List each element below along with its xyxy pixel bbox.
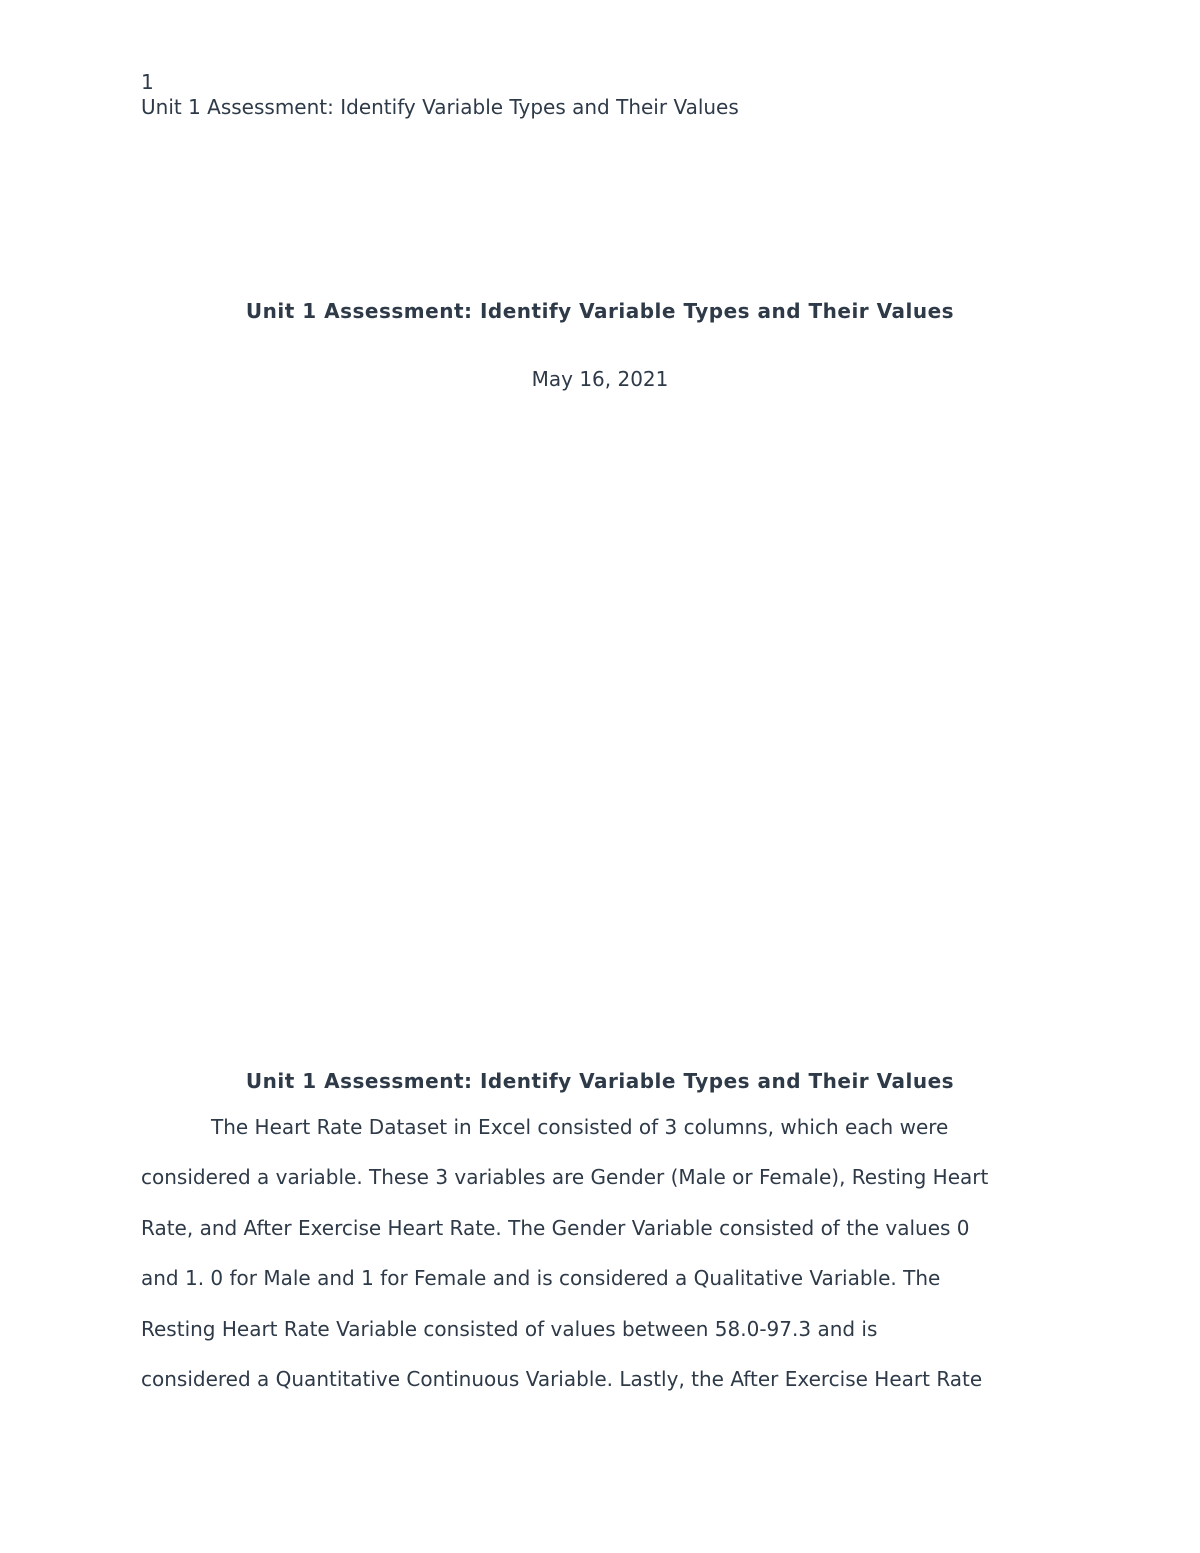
page-header xyxy=(141,70,739,120)
body-line: Rate, and After Exercise Heart Rate. The Gender Variable consisted of the values 0 xyxy=(141,1215,970,1240)
body-line: The Heart Rate Dataset in Excel consisted of 3 columns, which each were xyxy=(211,1115,949,1139)
body-line: Resting Heart Rate Variable consisted of values between 58.0-97.3 and is xyxy=(141,1316,878,1341)
running-head: Unit 1 Assessment: Identify Variable Types and Their Values xyxy=(141,95,739,119)
body-heading: Unit 1 Assessment: Identify Variable Types and Their Values xyxy=(245,1069,955,1093)
page-number: 1 xyxy=(141,70,154,94)
body-line: and 1. 0 for Male and 1 for Female and is considered a Qualitative Variable. The xyxy=(141,1266,941,1291)
body-paragraph xyxy=(141,1102,1061,1404)
title-page-title: Unit 1 Assessment: Identify Variable Types and Their Values xyxy=(245,299,955,323)
title-page-date: May 16, 2021 xyxy=(531,367,669,391)
body-line: considered a Quantitative Continuous Variable. Lastly, the After Exercise Heart Rate xyxy=(141,1367,983,1392)
body-line: considered a variable. These 3 variables are Gender (Male or Female), Resting Heart xyxy=(141,1165,989,1190)
